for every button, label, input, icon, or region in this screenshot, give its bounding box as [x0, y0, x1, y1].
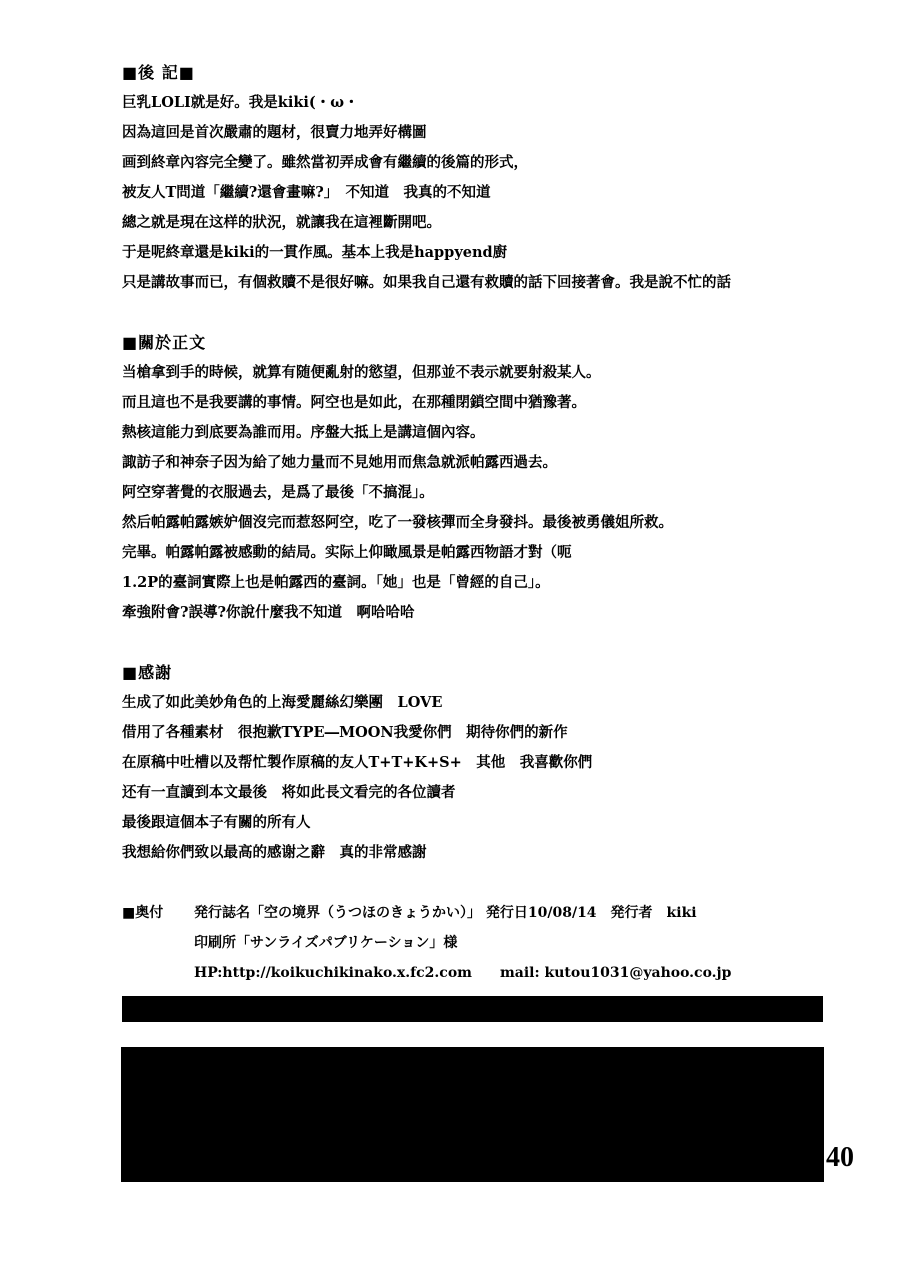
- colophon-publication: 発行誌名「空の境界（うつほのきょうかい）」 発行日10/08/14 発行者 kiki: [194, 905, 697, 921]
- afterword-line: 巨乳LOLI就是好。我是kiki(・ω・: [122, 94, 359, 111]
- page-number: 40: [826, 1142, 854, 1173]
- about-line: 阿空穿著覺的衣服過去，是爲了最後「不搞混」。: [122, 484, 434, 501]
- afterword-heading: ■後 記■: [122, 63, 195, 82]
- section-gap: [122, 628, 842, 658]
- thanks-line: 最後跟這個本子有關的所有人: [122, 814, 311, 831]
- about-line: 完畢。帕露帕露被感動的結局。实际上仰瞰風景是帕露西物語才對（呃: [122, 544, 572, 561]
- section-gap: [122, 298, 842, 328]
- thanks-heading: ■感謝: [122, 663, 173, 682]
- colophon-label: ■奥付: [122, 905, 164, 921]
- colophon: [122, 898, 842, 988]
- afterword-line: 只是講故事而已，有個救贖不是很好嘛。如果我自己還有救贖的話下回接著會。我是說不忙的話: [122, 274, 731, 291]
- colophon-contact: HP:http://koikuchikinako.x.fc2.com mail: kutou1031@yahoo.co.jp: [194, 965, 732, 981]
- section-gap: [122, 868, 842, 898]
- afterword-line: 于是呢終章還是kiki的一貫作風。基本上我是happyend廚: [122, 244, 508, 261]
- black-bar-large: [121, 1047, 824, 1182]
- afterword-line: 因為這回是首次嚴肅的題材，很賣力地弄好構圖: [122, 124, 427, 141]
- afterword-content: [122, 58, 842, 988]
- colophon-printer: 印刷所「サンライズパブリケーション」様: [194, 935, 458, 951]
- afterword-line: 画到終章內容完全變了。雖然當初弄成會有繼續的後篇的形式，: [122, 154, 528, 171]
- thanks-line: 借用了各種素材 很抱歉TYPE―MOON我愛你們 期待你們的新作: [122, 724, 568, 741]
- thanks-line: 在原稿中吐槽以及帮忙製作原稿的友人T+T+K+S+ 其他 我喜歡你們: [122, 754, 593, 771]
- about-line: 熱核這能力到底要為誰而用。序盤大抵上是講這個內容。: [122, 424, 485, 441]
- thanks-line: 生成了如此美妙角色的上海愛麗絲幻樂團 LOVE: [122, 694, 443, 711]
- black-bar-thin: [122, 996, 823, 1022]
- about-line: 1.2P的臺詞實際上也是帕露西的臺詞。「她」也是「曾經的自己」。: [122, 574, 550, 591]
- thanks-line: 还有一直讀到本文最後 将如此長文看完的各位讀者: [122, 784, 456, 801]
- afterword-line: 總之就是現在这样的狀況，就讓我在這裡斷開吧。: [122, 214, 441, 231]
- about-line: 牽強附會?誤導?你說什麼我不知道 啊哈哈哈: [122, 604, 415, 621]
- about-line: 諏訪子和神奈子因为給了她力量而不見她用而焦急就派帕露西過去。: [122, 454, 557, 471]
- colophon-row-title: [122, 898, 842, 928]
- about-heading: ■關於正文: [122, 333, 207, 352]
- thanks-line: 我想給你們致以最高的感谢之辭 真的非常感謝: [122, 844, 427, 861]
- afterword-line: 被友人T問道「繼續?還會畫嘛?」 不知道 我真的不知道: [122, 184, 491, 201]
- about-line: 而且這也不是我要講的事情。阿空也是如此，在那種閉鎖空間中猶豫著。: [122, 394, 586, 411]
- about-line: 然后帕露帕露嫉妒個沒完而惹怒阿空，吃了一發核彈而全身發抖。最後被勇儀姐所救。: [122, 514, 673, 531]
- about-line: 当槍拿到手的時候，就算有随便亂射的慾望，但那並不表示就要射殺某人。: [122, 364, 601, 381]
